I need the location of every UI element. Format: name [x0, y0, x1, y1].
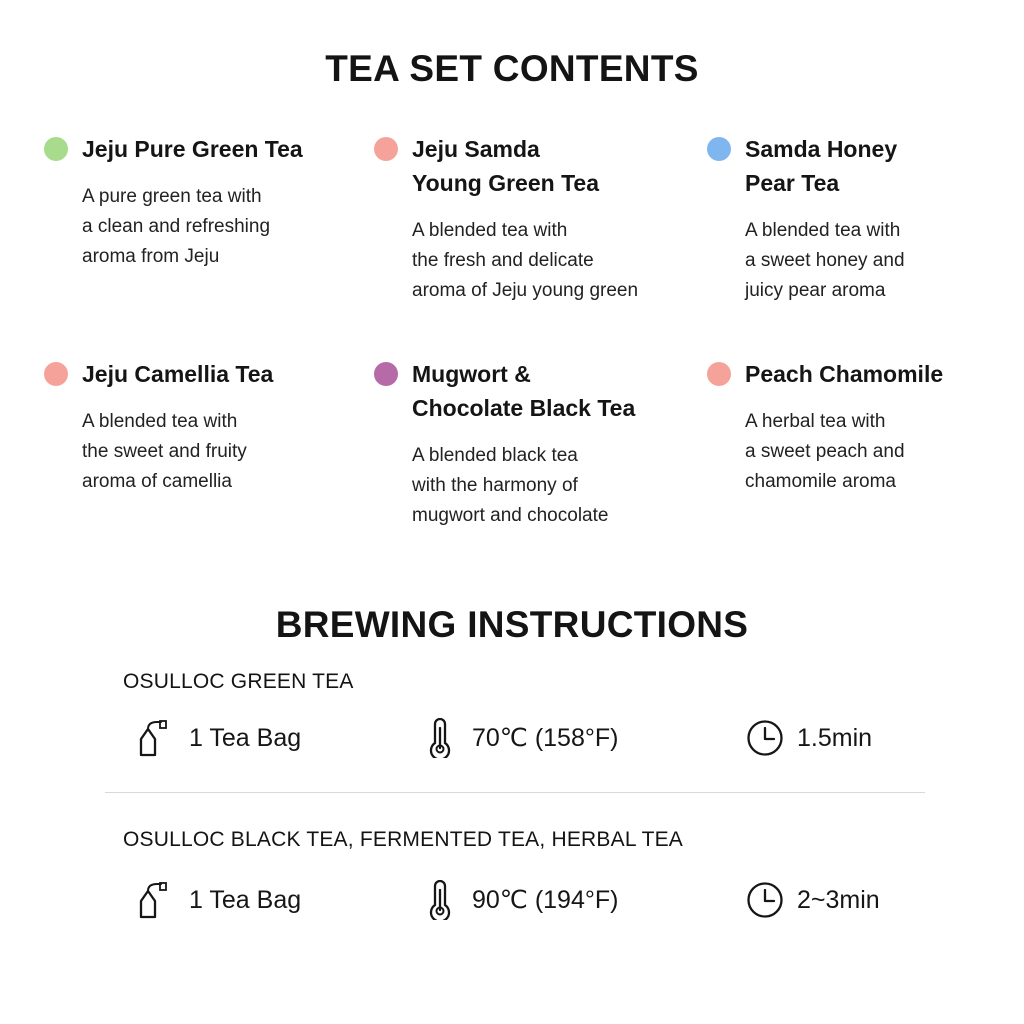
- tea-name: Samda Honey Pear Tea: [745, 136, 898, 196]
- time-text: 1.5min: [797, 723, 873, 752]
- section-label-green-tea: OSULLOC GREEN TEA: [123, 670, 354, 693]
- time-info: [745, 878, 880, 922]
- time-info: [745, 716, 872, 760]
- tea-description: A herbal tea with a sweet peach and chamomile aroma: [745, 411, 905, 492]
- thermometer-icon: [424, 880, 456, 920]
- color-dot: [707, 137, 731, 161]
- tea-bag-icon: [133, 718, 173, 758]
- bag-info: [133, 716, 301, 760]
- color-dot: [44, 362, 68, 386]
- color-dot: [707, 362, 731, 386]
- tea-description: A blended tea with a sweet honey and juicy pear aroma: [745, 220, 905, 301]
- tea-name: Jeju Camellia Tea: [82, 361, 274, 387]
- bag-info: [133, 878, 301, 922]
- brewing-row-black-tea: [0, 878, 1024, 922]
- tea-item-jeju-camellia: [44, 357, 344, 497]
- temperature-text: 70℃ (158°F): [472, 724, 619, 752]
- section-label-black-tea: OSULLOC BLACK TEA, FERMENTED TEA, HERBAL TEA: [123, 828, 684, 851]
- tea-bag-icon: [133, 880, 173, 920]
- clock-icon: [745, 880, 785, 920]
- bag-text: 1 Tea Bag: [189, 723, 302, 752]
- tea-description: A blended tea with the sweet and fruity aroma of camellia: [82, 411, 247, 492]
- clock-icon: [745, 718, 785, 758]
- color-dot: [374, 137, 398, 161]
- tea-item-samda-young-green: [374, 132, 674, 306]
- tea-name: Jeju Pure Green Tea: [82, 136, 303, 162]
- tea-set-contents-title: TEA SET CONTENTS: [325, 48, 699, 89]
- temperature-info: [424, 878, 618, 922]
- temperature-text: 90℃ (194°F): [472, 886, 619, 914]
- color-dot: [374, 362, 398, 386]
- temperature-info: [424, 716, 618, 760]
- tea-item-jeju-pure-green: [44, 132, 344, 272]
- tea-name: Jeju Samda Young Green Tea: [412, 136, 600, 196]
- tea-item-mugwort-chocolate: [374, 357, 674, 531]
- tea-description: A pure green tea with a clean and refreshing aroma from Jeju: [82, 186, 271, 267]
- tea-description: A blended tea with the fresh and delicate aroma of Jeju young green: [412, 220, 639, 301]
- bag-text: 1 Tea Bag: [189, 885, 302, 914]
- brewing-row-green-tea: [0, 716, 1024, 760]
- tea-name: Mugwort & Chocolate Black Tea: [412, 361, 636, 421]
- tea-name: Peach Chamomile: [745, 361, 944, 387]
- tea-description: A blended black tea with the harmony of mugwort and chocolate: [412, 445, 609, 526]
- tea-item-samda-honey-pear: [707, 132, 1007, 306]
- thermometer-icon: [424, 718, 456, 758]
- time-text: 2~3min: [797, 885, 880, 914]
- brewing-instructions-title: BREWING INSTRUCTIONS: [275, 604, 749, 645]
- tea-item-peach-chamomile: [707, 357, 1007, 497]
- color-dot: [44, 137, 68, 161]
- section-divider: [105, 792, 925, 793]
